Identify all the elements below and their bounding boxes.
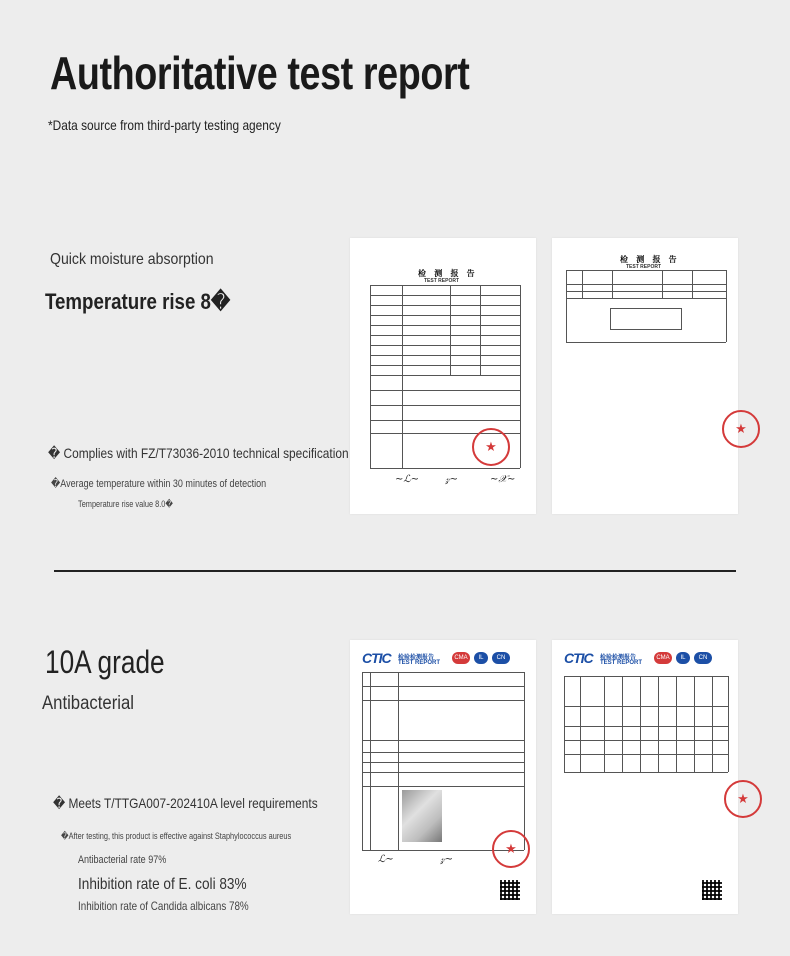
signature-icon: ∼𝒳∼ xyxy=(490,474,516,485)
brand-en: TEST REPORT xyxy=(398,660,441,666)
report-heading-en: TEST REPORT xyxy=(626,264,662,270)
section2-point-antibacterial: Antibacterial rate 97% xyxy=(78,854,167,866)
test-report-image-2 xyxy=(552,238,747,514)
signature-icon: ∼ℒ∼ xyxy=(395,474,419,485)
signature-icon: 𝓏∼ xyxy=(440,854,454,865)
qr-code-icon xyxy=(500,880,520,900)
cnas-badge-icon: CN xyxy=(492,652,510,664)
section2-point-standard: � Meets T/TTGA007-202410A level requirements xyxy=(53,795,318,811)
report-heading: 检 测 报 告 xyxy=(418,269,478,278)
cnas-badge-icon: CN xyxy=(694,652,712,664)
red-stamp-icon: ★ xyxy=(472,428,510,466)
cma-badge-icon: CMA xyxy=(452,652,470,664)
section1-point-average: �Average temperature within 30 minutes of detection xyxy=(51,478,267,490)
section1-point-standard: � Complies with FZ/T73036-2010 technical specification xyxy=(48,445,349,461)
section2-label: Antibacterial xyxy=(42,693,135,714)
section2-headline: 10A grade xyxy=(45,644,165,680)
qr-code-icon xyxy=(702,880,722,900)
ctic-logo-icon: CTIC xyxy=(362,650,391,666)
red-stamp-icon: ★ xyxy=(722,410,760,448)
fabric-sample-image xyxy=(402,790,442,842)
report-heading-en: TEST REPORT xyxy=(424,278,460,284)
red-stamp-icon: ★ xyxy=(492,830,530,868)
test-report-image-1 xyxy=(350,238,536,514)
section1-point-value: Temperature rise value 8.0� xyxy=(78,499,173,509)
section-divider xyxy=(54,570,736,572)
report-sample-box xyxy=(610,308,682,330)
brand-cn: 检验检测报告 xyxy=(398,655,435,661)
section2-point-effective: �After testing, this product is effective against Staphylococcus aureus xyxy=(61,831,292,841)
section2-point-ecoli: Inhibition rate of E. coli 83% xyxy=(78,876,247,893)
ilac-badge-icon: IL xyxy=(676,652,690,664)
page-title: Authoritative test report xyxy=(50,47,470,99)
section1-headline: Temperature rise 8� xyxy=(45,289,231,314)
page-subtitle: *Data source from third-party testing agency xyxy=(48,117,281,133)
section1-label: Quick moisture absorption xyxy=(50,251,214,268)
brand-en: TEST REPORT xyxy=(600,660,643,666)
red-stamp-icon: ★ xyxy=(724,780,762,818)
cma-badge-icon: CMA xyxy=(654,652,672,664)
report-heading: 检 测 报 告 xyxy=(620,255,680,264)
brand-cn: 检验检测报告 xyxy=(600,655,637,661)
test-report-image-3 xyxy=(350,640,536,914)
signature-icon: ℒ∼ xyxy=(378,854,394,865)
signature-icon: 𝓏∼ xyxy=(445,474,459,485)
ctic-logo-icon: CTIC xyxy=(564,650,593,666)
section2-point-candida: Inhibition rate of Candida albicans 78% xyxy=(78,899,249,913)
ilac-badge-icon: IL xyxy=(474,652,488,664)
test-report-image-4 xyxy=(552,640,749,914)
